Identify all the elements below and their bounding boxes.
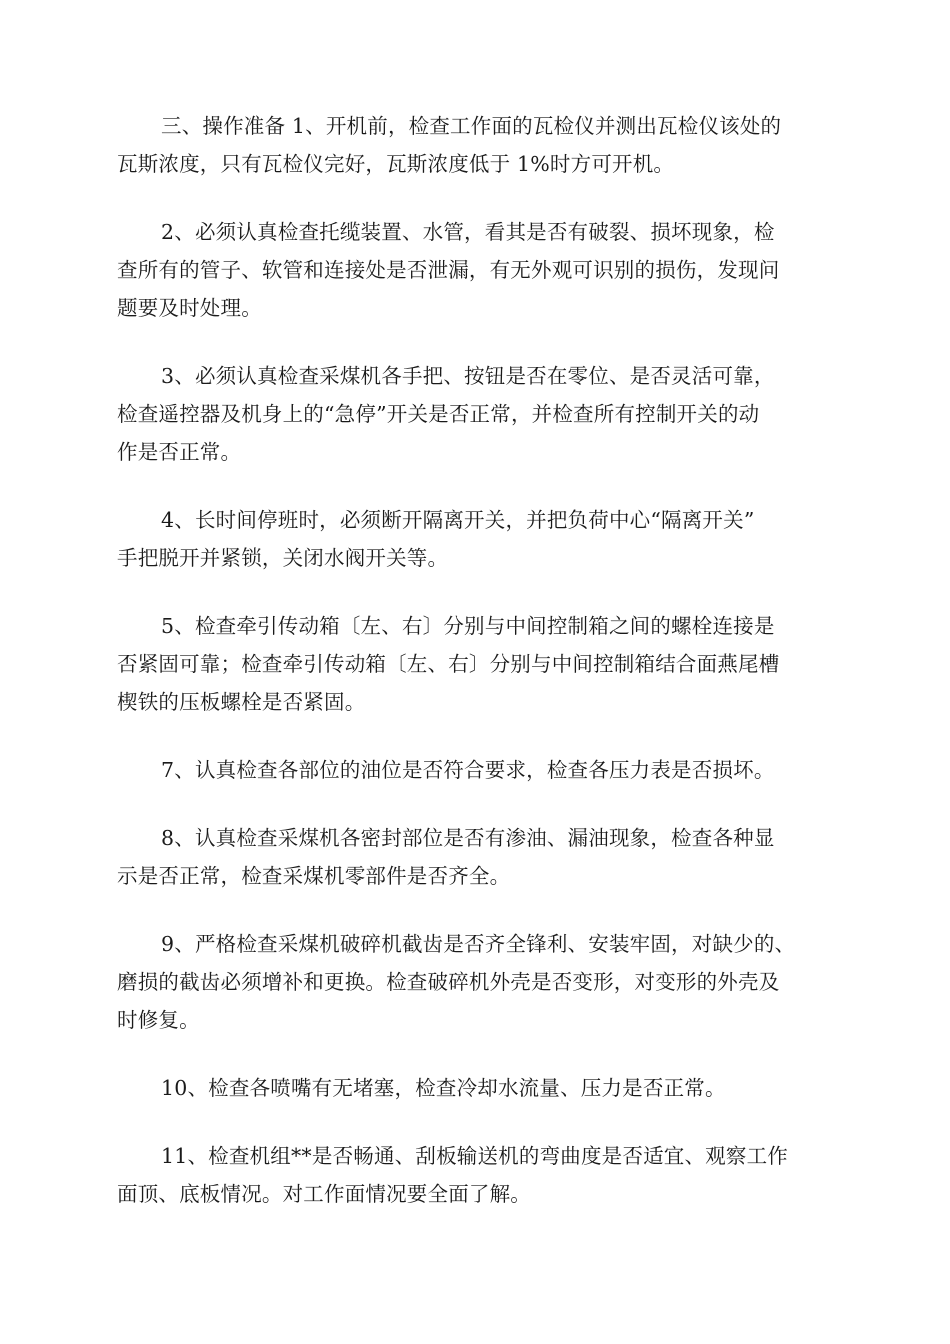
- paragraph-item-7: [117, 751, 833, 789]
- paragraph-line: 查所有的管子、软管和连接处是否泄漏，有无外观可识别的损伤，发现问: [117, 258, 780, 282]
- paragraph-line: 3、必须认真检查采煤机各手把、按钮是否在零位、是否灵活可靠，: [161, 364, 775, 388]
- paragraph-item-8: [117, 819, 833, 895]
- paragraph-line: 5、检查牵引传动箱〔左、右〕分别与中间控制箱之间的螺栓连接是: [161, 614, 775, 638]
- paragraph-line: 示是否正常，检查采煤机零部件是否齐全。: [117, 864, 511, 888]
- paragraph-line: 手把脱开并紧锁，关闭水阀开关等。: [117, 546, 449, 570]
- paragraph-line: 作是否正常。: [117, 440, 242, 464]
- paragraph-line: 4、长时间停班时，必须断开隔离开关，并把负荷中心“隔离开关”: [161, 508, 755, 532]
- paragraph-line: 8、认真检查采煤机各密封部位是否有渗油、漏油现象，检查各种显: [161, 826, 775, 850]
- paragraph-item-11: [117, 1137, 833, 1213]
- paragraph-item-9: [117, 925, 833, 1039]
- paragraph-line: 9、严格检查采煤机破碎机截齿是否齐全锋利、安装牢固，对缺少的、: [161, 932, 796, 956]
- paragraph-item-4: [117, 501, 833, 577]
- document-page: [117, 107, 833, 1243]
- paragraph-line: 题要及时处理。: [117, 296, 262, 320]
- paragraph-item-3: [117, 357, 833, 471]
- paragraph-line: 2、必须认真检查托缆装置、水管，看其是否有破裂、损坏现象，检: [161, 220, 775, 244]
- paragraph-line: 检查遥控器及机身上的“急停”开关是否正常，并检查所有控制开关的动: [117, 402, 760, 426]
- paragraph-line: 7、认真检查各部位的油位是否符合要求，检查各压力表是否损坏。: [161, 758, 775, 782]
- paragraph-operation-prep: [117, 107, 833, 183]
- paragraph-line: 否紧固可靠；检查牵引传动箱〔左、右〕分别与中间控制箱结合面燕尾槽: [117, 652, 780, 676]
- paragraph-line: 10、检查各喷嘴有无堵塞，检查冷却水流量、压力是否正常。: [161, 1076, 726, 1100]
- paragraph-item-2: [117, 213, 833, 327]
- paragraph-line: 楔铁的压板螺栓是否紧固。: [117, 690, 366, 714]
- paragraph-line: 时修复。: [117, 1008, 200, 1032]
- paragraph-line: 瓦斯浓度，只有瓦检仪完好，瓦斯浓度低于 1%时方可开机。: [117, 152, 675, 176]
- paragraph-item-10: [117, 1069, 833, 1107]
- paragraph-line: 11、检查机组**是否畅通、刮板输送机的弯曲度是否适宜、观察工作: [161, 1144, 788, 1168]
- paragraph-line: 面顶、底板情况。对工作面情况要全面了解。: [117, 1182, 531, 1206]
- paragraph-line: 磨损的截齿必须增补和更换。检查破碎机外壳是否变形，对变形的外壳及: [117, 970, 780, 994]
- paragraph-line: 三、操作准备 1、开机前，检查工作面的瓦检仪并测出瓦检仪该处的: [161, 114, 782, 138]
- paragraph-item-5: [117, 607, 833, 721]
